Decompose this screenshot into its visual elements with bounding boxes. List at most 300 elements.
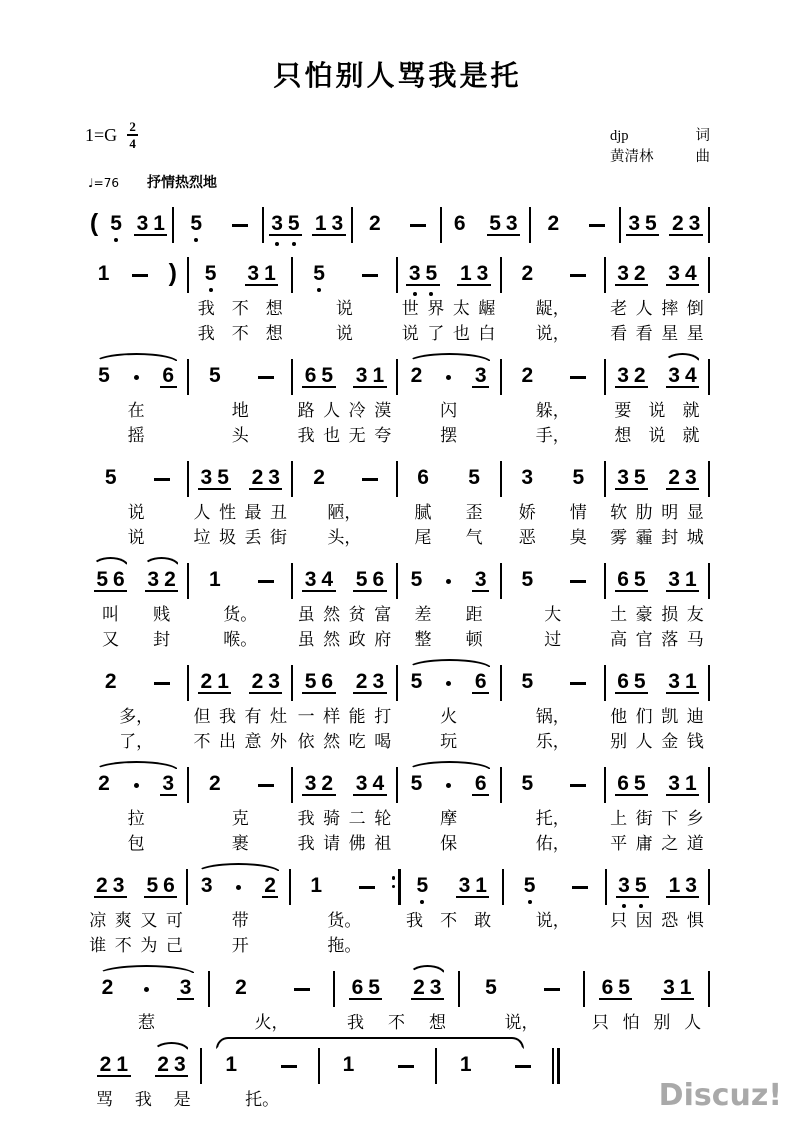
note-token — [615, 569, 648, 592]
note-digit: 5 — [217, 466, 229, 489]
note-digit: 3 — [458, 874, 471, 897]
note-digit: 5 — [521, 875, 538, 896]
note-digit: 2 — [368, 212, 381, 235]
note-token — [302, 569, 335, 592]
dash-note — [359, 886, 375, 889]
note-digit: 5 — [304, 670, 317, 693]
lyric-syllable: 火 — [440, 707, 458, 726]
note-token — [408, 671, 425, 694]
lyric-syllable: 人 — [635, 299, 653, 318]
lyric-syllable: 富 — [374, 605, 392, 624]
lyric-syllable: 平 — [610, 834, 628, 853]
lyric-syllable: 保 — [440, 834, 458, 853]
music-line — [85, 246, 710, 296]
measure — [85, 773, 187, 796]
lyric-cell — [398, 296, 500, 321]
lyric-syllable: 包 — [127, 834, 145, 853]
lyric-syllable: 然 — [323, 630, 341, 649]
measure — [85, 467, 187, 490]
lyric-cell — [398, 627, 500, 652]
lyric-syllable: 顿 — [465, 630, 483, 649]
note-token — [249, 467, 282, 490]
measure — [189, 671, 291, 694]
measure — [85, 211, 172, 236]
note-digit: 6 — [453, 212, 466, 235]
repeat-dots — [392, 876, 396, 888]
note-token — [472, 773, 489, 796]
lyric-syllable: 娇 — [518, 503, 536, 522]
lyric-syllable: 说 — [335, 299, 353, 318]
note-token — [155, 1054, 188, 1077]
lyric-cell — [293, 398, 395, 423]
note-digit: 1 — [116, 1053, 128, 1076]
note-token — [366, 213, 383, 236]
lyric-syllable: 锅， — [535, 707, 570, 726]
bar-spacer — [558, 1087, 560, 1112]
lyric-syllable: 政 — [348, 630, 366, 649]
measure — [606, 467, 708, 490]
note-token — [466, 467, 483, 490]
measure — [291, 875, 392, 898]
note-token — [615, 773, 648, 796]
lyric-line — [85, 908, 710, 933]
note-token — [269, 213, 302, 236]
measure — [398, 263, 500, 286]
lyric-syllable: 城 — [686, 528, 704, 547]
dash-note — [362, 274, 378, 277]
lyric-syllable: 不 — [388, 1013, 405, 1032]
lyric-syllable: 太 — [452, 299, 470, 318]
lyric-cell — [585, 1010, 708, 1035]
lyric-syllable: 龊， — [535, 299, 570, 318]
lyric-syllable: 凯 — [661, 707, 679, 726]
note-token — [519, 467, 536, 490]
dash-note — [294, 988, 310, 991]
note-token — [97, 1054, 130, 1077]
lyric-syllable: 距 — [465, 605, 483, 624]
lyric-syllable: 二 — [348, 809, 366, 828]
lyric-syllable: 整 — [414, 630, 432, 649]
barline — [708, 971, 710, 1007]
note-token — [666, 263, 699, 286]
lyric-syllable: 土 — [610, 605, 628, 624]
note-digit: 5 — [209, 364, 221, 387]
lyric-cell — [606, 908, 708, 933]
barline — [708, 257, 710, 293]
lyric-cell — [293, 500, 395, 525]
note-token — [666, 671, 699, 694]
lyric-syllable: 我 — [218, 707, 236, 726]
note-digit: 5 — [572, 466, 585, 489]
bar-spacer — [708, 627, 710, 652]
measure — [85, 875, 186, 898]
lyric-syllable: 一 — [297, 707, 315, 726]
note-digit: 3 — [304, 772, 317, 795]
dash-note — [398, 1065, 414, 1068]
lyric-syllable: 官 — [635, 630, 653, 649]
bar-spacer — [708, 908, 710, 933]
low-octave-dot — [639, 904, 643, 908]
note-digit: 6 — [474, 670, 487, 693]
lyric-cell — [502, 423, 604, 448]
score — [85, 196, 710, 1112]
note-digit: 2 — [313, 466, 325, 489]
measure — [531, 213, 618, 236]
note-digit: 3 — [628, 212, 640, 235]
note-digit: 2 — [98, 772, 110, 795]
note-token — [177, 977, 194, 1000]
lyric-syllable: 骑 — [323, 809, 341, 828]
barline — [708, 563, 710, 599]
barline — [552, 1048, 554, 1084]
note-digit: 5 — [633, 568, 646, 591]
lyric-syllable: 大 — [544, 605, 562, 624]
music-line — [85, 756, 710, 806]
note-digit: 5 — [423, 263, 440, 284]
metronome-mark: ♩=76 — [88, 176, 119, 190]
augmentation-dot — [446, 579, 451, 584]
lyric-cell — [502, 831, 604, 856]
slur-arc — [407, 353, 492, 363]
lyric-cell — [85, 806, 187, 831]
music-system-1 — [85, 196, 710, 346]
dash-note — [258, 784, 274, 787]
lyric-cell — [398, 525, 500, 550]
note-digit: 5 — [96, 568, 109, 591]
lyric-syllable: 打 — [374, 707, 392, 726]
lyric-syllable: 爽 — [114, 911, 132, 930]
lyric-cell — [502, 704, 604, 729]
note-token — [353, 365, 386, 388]
note-digit: 3 — [668, 364, 680, 387]
low-octave-dot — [209, 288, 213, 292]
lyric-cell — [502, 296, 604, 321]
bar-spacer — [708, 500, 710, 525]
lyric-syllable: 说 — [648, 426, 666, 445]
lyric-syllable: 说， — [535, 911, 570, 930]
note-digit: 1 — [310, 874, 323, 897]
parenthesis: ( — [89, 209, 99, 237]
lyric-syllable: 不 — [231, 299, 249, 318]
lyric-syllable: 我 — [406, 911, 424, 930]
lyric-cell — [189, 423, 291, 448]
lyric-syllable: 陋， — [327, 503, 362, 522]
note-token — [207, 773, 224, 796]
note-digit: 5 — [632, 875, 649, 896]
lyric-syllable: 我 — [347, 1013, 364, 1032]
note-digit: 5 — [410, 772, 423, 795]
dash-note — [570, 682, 586, 685]
lyric-syllable: 庸 — [635, 834, 653, 853]
note-token — [519, 773, 536, 796]
measure — [606, 569, 708, 592]
lyric-syllable: 别 — [610, 732, 628, 751]
lyric-syllable: 尾 — [414, 528, 432, 547]
note-token — [519, 263, 536, 286]
note-token — [202, 263, 219, 286]
augmentation-dot — [446, 783, 451, 788]
note-digit: 2 — [521, 364, 534, 387]
note-digit: 1 — [459, 262, 472, 285]
lyric-syllable: 也 — [323, 426, 341, 445]
lyricist-name: djp — [610, 128, 629, 144]
note-digit: 1 — [314, 212, 327, 235]
lyric-cell — [189, 806, 291, 831]
note-digit: 3 — [685, 874, 697, 897]
measure — [398, 671, 500, 694]
lyric-cell — [606, 321, 708, 346]
lyric-cell — [85, 729, 187, 754]
note-token — [519, 671, 536, 694]
note-token — [414, 875, 431, 898]
music-system-8 — [85, 960, 710, 1035]
music-line — [85, 654, 710, 704]
dash-note — [281, 1065, 297, 1068]
lyric-line — [85, 525, 710, 550]
lyric-syllable: 我 — [197, 324, 215, 343]
low-octave-dot — [528, 900, 532, 904]
note-token — [545, 213, 562, 236]
note-token — [223, 1054, 240, 1077]
slur-arc — [664, 353, 701, 363]
lyric-syllable: 开 — [231, 936, 249, 955]
lyric-cell — [189, 908, 291, 933]
lyric-syllable: 上 — [610, 809, 628, 828]
lyric-syllable: 只 — [610, 911, 628, 930]
lyric-line — [85, 806, 710, 831]
lyric-cell — [335, 1010, 458, 1035]
sheet-content — [0, 54, 792, 1112]
lyric-syllable: 说， — [535, 324, 570, 343]
lyric-cell — [398, 908, 500, 933]
note-token — [451, 213, 468, 236]
barline — [557, 1048, 560, 1084]
note-digit: 3 — [355, 364, 368, 387]
lyric-cell — [85, 704, 187, 729]
note-digit: 3 — [269, 213, 286, 234]
note-digit: 1 — [679, 976, 692, 999]
lyric-syllable: 世 — [401, 299, 419, 318]
lyric-cell — [293, 704, 395, 729]
bar-spacer — [708, 806, 710, 831]
lyric-cell — [502, 500, 604, 525]
lyric-syllable: 过 — [544, 630, 562, 649]
measure — [398, 365, 500, 388]
lyric-cell — [323, 1087, 440, 1112]
measure — [335, 977, 458, 1000]
low-octave-dot — [194, 238, 198, 242]
lyric-syllable: 有 — [244, 707, 262, 726]
lyric-syllable: 人 — [684, 1013, 702, 1032]
lyric-line — [85, 398, 710, 423]
composer-line — [610, 147, 710, 168]
lyric-syllable: 只 — [591, 1013, 609, 1032]
lyric-syllable: 不 — [440, 911, 458, 930]
note-digit: 3 — [474, 568, 487, 591]
lyric-syllable: 最 — [244, 503, 262, 522]
measure — [189, 263, 291, 286]
note-token — [99, 977, 116, 1000]
note-token — [472, 365, 489, 388]
lyric-cell — [293, 423, 395, 448]
note-token — [340, 1054, 357, 1077]
dash-note — [362, 478, 378, 481]
lyric-syllable: 说 — [127, 528, 145, 547]
lyric-cell — [441, 1087, 558, 1112]
note-token — [308, 875, 325, 898]
note-digit: 2 — [104, 670, 117, 693]
note-token — [615, 671, 648, 694]
note-digit: 3 — [505, 212, 518, 235]
note-token — [198, 467, 231, 490]
note-token — [599, 977, 632, 1000]
note-digit: 6 — [321, 670, 334, 693]
lyric-syllable: 夸 — [374, 426, 392, 445]
note-token — [95, 263, 112, 286]
note-digit: 2 — [633, 364, 646, 387]
lyric-cell — [293, 602, 395, 627]
note-token — [457, 1054, 474, 1077]
lyric-syllable: 气 — [465, 528, 483, 547]
bar-spacer — [708, 398, 710, 423]
bar-spacer — [708, 1010, 710, 1035]
lyric-line — [85, 933, 710, 958]
barline — [708, 207, 710, 243]
lyric-cell — [85, 398, 187, 423]
low-octave-dot — [420, 900, 424, 904]
measure — [85, 977, 208, 1000]
note-token — [626, 213, 659, 236]
note-digit: 1 — [217, 670, 229, 693]
note-digit: 3 — [200, 466, 213, 489]
note-token — [302, 671, 335, 694]
lyric-syllable: 惹 — [138, 1013, 155, 1032]
note-token — [249, 671, 282, 694]
barline — [708, 869, 710, 905]
lyric-syllable: 是 — [173, 1090, 191, 1109]
lyric-syllable: 又 — [140, 911, 158, 930]
lyric-syllable: 我 — [197, 299, 215, 318]
tie-arc — [216, 1037, 524, 1049]
lyric-syllable: 落 — [661, 630, 679, 649]
note-digit: 1 — [684, 568, 697, 591]
note-token — [411, 977, 444, 1000]
measure — [502, 773, 604, 796]
augmentation-dot — [134, 783, 139, 788]
note-token — [408, 365, 425, 388]
lyric-syllable: 不 — [231, 324, 249, 343]
note-token — [456, 875, 489, 898]
lyric-cell — [293, 627, 395, 652]
lyric-syllable: 要 — [614, 401, 632, 420]
lyric-syllable: 就 — [682, 426, 700, 445]
credits — [610, 126, 710, 168]
lyric-syllable: 别 — [653, 1013, 671, 1032]
note-token — [108, 213, 125, 236]
lyric-syllable: 丢 — [244, 528, 262, 547]
note-digit: 1 — [459, 1053, 472, 1076]
music-line — [85, 1037, 560, 1087]
lyric-syllable: 因 — [635, 911, 653, 930]
note-token — [145, 569, 178, 592]
barline — [708, 767, 710, 803]
lyric-cell — [502, 602, 604, 627]
note-digit: 5 — [633, 772, 646, 795]
lyric-syllable: 叫 — [102, 605, 120, 624]
lyric-syllable: 吃 — [348, 732, 366, 751]
note-digit: 3 — [429, 976, 442, 999]
dash-note — [570, 274, 586, 277]
lyric-syllable: 拖。 — [327, 936, 362, 955]
dash-note — [515, 1065, 531, 1068]
note-token — [666, 365, 699, 388]
lyric-syllable: 倒 — [686, 299, 704, 318]
measure — [502, 467, 604, 490]
lyric-cell — [460, 1010, 583, 1035]
lyric-syllable: 摔 — [661, 299, 679, 318]
lyric-cell — [606, 627, 708, 652]
lyric-syllable: 雾 — [610, 528, 628, 547]
note-digit: 5 — [414, 875, 431, 896]
bar-spacer — [708, 525, 710, 550]
lyric-cell — [204, 1087, 321, 1112]
lyricist-line — [610, 126, 710, 147]
lyric-cell — [189, 602, 291, 627]
measure — [504, 875, 605, 898]
note-digit: 3 — [668, 568, 680, 591]
measure — [502, 263, 604, 286]
note-digit: 3 — [136, 212, 149, 235]
dash-note — [132, 274, 148, 277]
note-digit: 2 — [413, 976, 425, 999]
note-digit: 5 — [188, 213, 205, 234]
note-token — [233, 977, 250, 1000]
note-token — [519, 365, 536, 388]
lyric-syllable: 豪 — [635, 605, 653, 624]
lyric-syllable: 说 — [401, 324, 419, 343]
note-digit: 3 — [372, 670, 385, 693]
augmentation-dot — [446, 375, 451, 380]
note-token — [615, 263, 648, 286]
measure — [398, 773, 500, 796]
slur-arc — [94, 761, 179, 771]
note-digit: 3 — [406, 263, 423, 284]
lyric-cell — [606, 704, 708, 729]
lyric-cell — [189, 525, 291, 550]
note-token — [666, 467, 699, 490]
lyric-cell — [189, 627, 291, 652]
note-digit: 1 — [153, 212, 165, 235]
note-digit: 5 — [645, 212, 657, 235]
lyric-syllable: 马 — [686, 630, 704, 649]
lyric-syllable: 为 — [140, 936, 158, 955]
note-token — [457, 263, 490, 286]
lyric-cell — [189, 704, 291, 729]
lyric-cell — [606, 729, 708, 754]
lyric-cell — [85, 296, 187, 321]
lyric-cell — [606, 933, 708, 958]
lyric-cell — [189, 729, 291, 754]
measure — [174, 213, 261, 236]
lyric-syllable: 说 — [335, 324, 353, 343]
lyric-syllable: 然 — [323, 732, 341, 751]
lyric-cell — [189, 831, 291, 856]
note-digit: 1 — [684, 772, 697, 795]
dash-note — [544, 988, 560, 991]
note-token — [353, 671, 386, 694]
note-token — [311, 263, 328, 286]
augmentation-dot — [446, 681, 451, 686]
